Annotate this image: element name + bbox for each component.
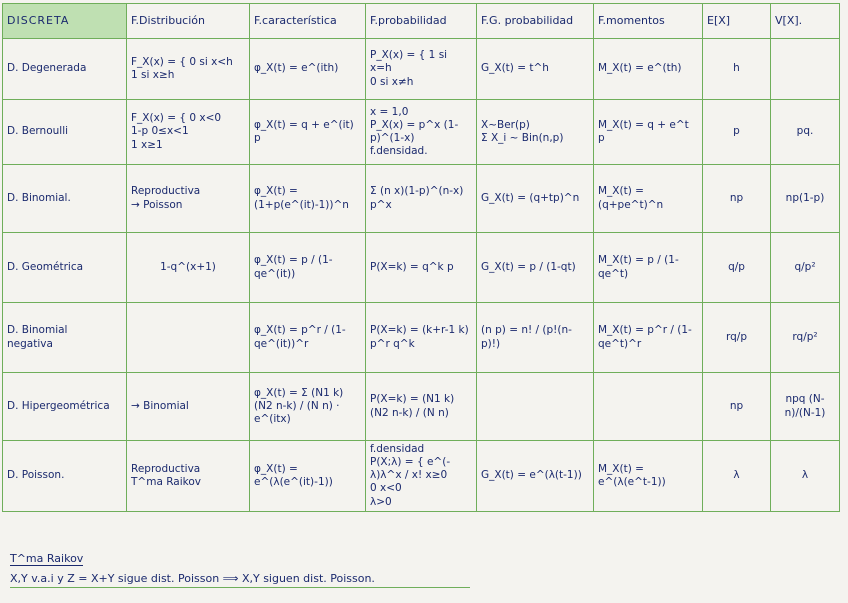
cell-distribucion <box>127 303 250 373</box>
table-row <box>3 441 840 512</box>
cell-momentos: M_X(t) = p^r / (1-qe^t)^r <box>594 303 703 373</box>
cell-momentos <box>594 373 703 441</box>
row-label: D. Hipergeométrica <box>3 373 127 441</box>
raikov-note <box>10 552 835 588</box>
header-fg-probabilidad: F.G. probabilidad <box>477 4 594 39</box>
cell-caracteristica: φ_X(t) = p^r / (1-qe^(it))^r <box>250 303 366 373</box>
cell-varianza: rq/p² <box>771 303 840 373</box>
cell-fg-probabilidad: G_X(t) = t^h <box>477 39 594 100</box>
header-caracteristica: F.característica <box>250 4 366 39</box>
table-row <box>3 39 840 100</box>
cell-probabilidad: x = 1,0 P_X(x) = p^x (1-p)^(1-x) f.densidad. <box>366 100 477 165</box>
cell-momentos: M_X(t) = q + e^t p <box>594 100 703 165</box>
distribution-table <box>2 3 840 512</box>
cell-fg-probabilidad: G_X(t) = (q+tp)^n <box>477 165 594 233</box>
row-label: D. Poisson. <box>3 441 127 512</box>
cell-probabilidad: P(X=k) = (N1 k)(N2 n-k) / (N n) <box>366 373 477 441</box>
cell-caracteristica: φ_X(t) = (1+p(e^(it)-1))^n <box>250 165 366 233</box>
cell-caracteristica: φ_X(t) = Σ (N1 k)(N2 n-k) / (N n) · e^(itx) <box>250 373 366 441</box>
cell-esperanza: np <box>703 165 771 233</box>
cell-esperanza: λ <box>703 441 771 512</box>
cell-varianza <box>771 39 840 100</box>
cell-probabilidad: P(X=k) = q^k p <box>366 233 477 303</box>
raikov-statement: X,Y v.a.i y Z = X+Y sigue dist. Poisson ⟹ X,Y siguen dist. Poisson. <box>10 572 470 588</box>
cell-probabilidad: f.densidad P(X;λ) = { e^(-λ)λ^x / x! x≥0 0 x<0 λ>0 <box>366 441 477 512</box>
cell-caracteristica: φ_X(t) = p / (1-qe^(it)) <box>250 233 366 303</box>
cell-fg-probabilidad: G_X(t) = e^(λ(t-1)) <box>477 441 594 512</box>
cell-fg-probabilidad: G_X(t) = p / (1-qt) <box>477 233 594 303</box>
row-label: D. Geométrica <box>3 233 127 303</box>
cell-esperanza: rq/p <box>703 303 771 373</box>
cell-momentos: M_X(t) = e^(λ(e^t-1)) <box>594 441 703 512</box>
header-probabilidad: F.probabilidad <box>366 4 477 39</box>
table-row <box>3 165 840 233</box>
cell-probabilidad: P(X=k) = (k+r-1 k) p^r q^k <box>366 303 477 373</box>
cell-fg-probabilidad <box>477 373 594 441</box>
header-distribucion: F.Distribución <box>127 4 250 39</box>
cell-momentos: M_X(t) = p / (1-qe^t) <box>594 233 703 303</box>
row-label: D. Bernoulli <box>3 100 127 165</box>
cell-esperanza: p <box>703 100 771 165</box>
cell-fg-probabilidad: X~Ber(p) Σ X_i ~ Bin(n,p) <box>477 100 594 165</box>
cell-varianza: λ <box>771 441 840 512</box>
table-row <box>3 303 840 373</box>
cell-probabilidad: P_X(x) = { 1 si x=h 0 si x≠h <box>366 39 477 100</box>
cell-caracteristica: φ_X(t) = q + e^(it) p <box>250 100 366 165</box>
row-label: D. Binomial negativa <box>3 303 127 373</box>
header-discreta: DISCRETA <box>3 4 127 39</box>
cell-fg-probabilidad: (n p) = n! / (p!(n-p)!) <box>477 303 594 373</box>
cell-caracteristica: φ_X(t) = e^(ith) <box>250 39 366 100</box>
cell-varianza: np(1-p) <box>771 165 840 233</box>
row-label: D. Binomial. <box>3 165 127 233</box>
cell-momentos: M_X(t) = (q+pe^t)^n <box>594 165 703 233</box>
cell-varianza: npq (N-n)/(N-1) <box>771 373 840 441</box>
cell-varianza: pq. <box>771 100 840 165</box>
cell-caracteristica: φ_X(t) = e^(λ(e^(it)-1)) <box>250 441 366 512</box>
cell-esperanza: h <box>703 39 771 100</box>
table-row <box>3 100 840 165</box>
cell-varianza: q/p² <box>771 233 840 303</box>
row-label: D. Degenerada <box>3 39 127 100</box>
cell-distribucion: F_X(x) = { 0 si x<h 1 si x≥h <box>127 39 250 100</box>
raikov-title: T^ma Raikov <box>10 552 84 565</box>
cell-distribucion: F_X(x) = { 0 x<0 1-p 0≤x<1 1 x≥1 <box>127 100 250 165</box>
cell-distribucion: → Binomial <box>127 373 250 441</box>
header-esperanza: E[X] <box>703 4 771 39</box>
cell-distribucion: Reproductiva T^ma Raikov <box>127 441 250 512</box>
table-row <box>3 233 840 303</box>
header-momentos: F.momentos <box>594 4 703 39</box>
cell-distribucion: Reproductiva → Poisson <box>127 165 250 233</box>
cell-probabilidad: Σ (n x)(1-p)^(n-x) p^x <box>366 165 477 233</box>
cell-momentos: M_X(t) = e^(th) <box>594 39 703 100</box>
cell-esperanza: np <box>703 373 771 441</box>
header-varianza: V[X]. <box>771 4 840 39</box>
cell-distribucion: 1-q^(x+1) <box>127 233 250 303</box>
header-row <box>3 4 840 39</box>
table-row <box>3 373 840 441</box>
cell-esperanza: q/p <box>703 233 771 303</box>
